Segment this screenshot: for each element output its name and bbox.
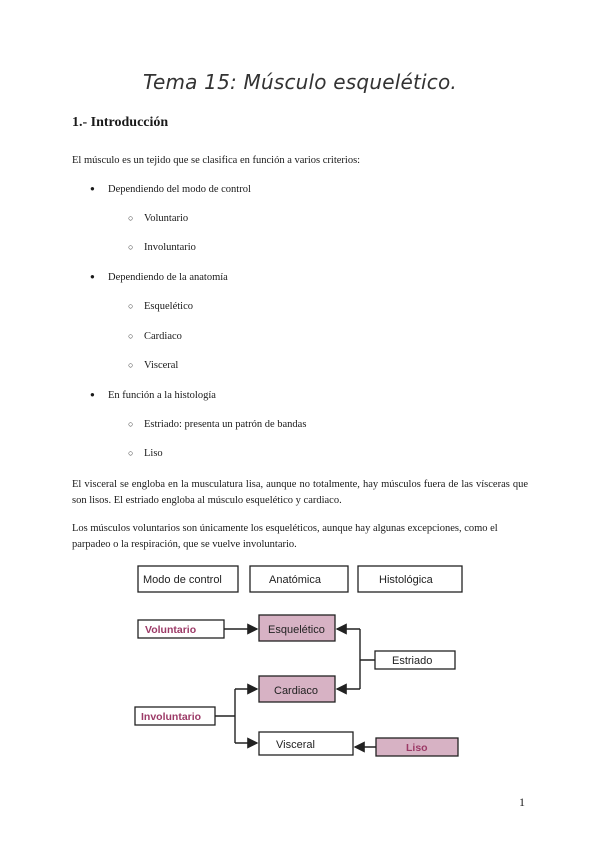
circle-bullet-icon: ○ (128, 448, 134, 458)
list-item: ○ Liso (128, 448, 163, 459)
list-item: ● Dependiendo del modo de control (90, 184, 251, 195)
list-item: ○ Involuntario (128, 242, 196, 253)
paragraph-visceral: El visceral se engloba en la musculatura lisa, aunque no totalmente, hay músculos fuera de las vísceras que son lisos. El estriado engloba al músculo esquelético y cardiaco. (72, 479, 528, 506)
bullet-icon: ● (90, 272, 95, 281)
list-item: ○ Voluntario (128, 213, 189, 224)
esqueletico-label: Esquelético (268, 624, 325, 636)
circle-bullet-icon: ○ (128, 242, 134, 252)
list-item: ○ Esquelético (128, 301, 193, 312)
connector-estriado (360, 629, 375, 689)
header-histology-label: Histológica (379, 574, 433, 586)
paragraph-voluntary: Los músculos voluntarios son únicamente los esqueléticos, aunque hay algunas excepciones, como el parpadeo o la respiración, que se vuelve involuntario. (72, 523, 498, 550)
intro-text: El músculo es un tejido que se clasifica en función a varios criterios: (72, 155, 361, 166)
visceral-label: Visceral (276, 739, 315, 751)
circle-bullet-icon: ○ (128, 331, 134, 341)
header-control-label: Modo de control (143, 574, 222, 586)
liso-label: Liso (406, 742, 428, 754)
involuntario-label: Involuntario (141, 711, 202, 723)
bullet-icon: ● (90, 390, 95, 399)
header-anatomy-label: Anatómica (269, 574, 321, 586)
list-item: ● Dependiendo de la anatomía (90, 272, 228, 283)
list-item: ○ Estriado: presenta un patrón de bandas (128, 419, 307, 430)
estriado-label: Estriado (392, 655, 433, 667)
list-item: ● En función a la histología (90, 390, 216, 401)
circle-bullet-icon: ○ (128, 213, 134, 223)
circle-bullet-icon: ○ (128, 360, 134, 370)
voluntario-label: Voluntario (145, 624, 197, 636)
circle-bullet-icon: ○ (128, 301, 134, 311)
bullet-icon: ● (90, 184, 95, 193)
connector-involuntario (215, 689, 235, 743)
circle-bullet-icon: ○ (128, 419, 134, 429)
list-item: ○ Visceral (128, 360, 179, 371)
page-title: Tema 15: Músculo esquelético. (143, 70, 457, 94)
page-number: 1 (519, 795, 525, 809)
cardiaco-label: Cardiaco (274, 685, 319, 697)
section-heading: 1.- Introducción (72, 115, 169, 130)
muscle-classification-diagram (130, 560, 475, 760)
list-item: ○ Cardiaco (128, 331, 182, 342)
